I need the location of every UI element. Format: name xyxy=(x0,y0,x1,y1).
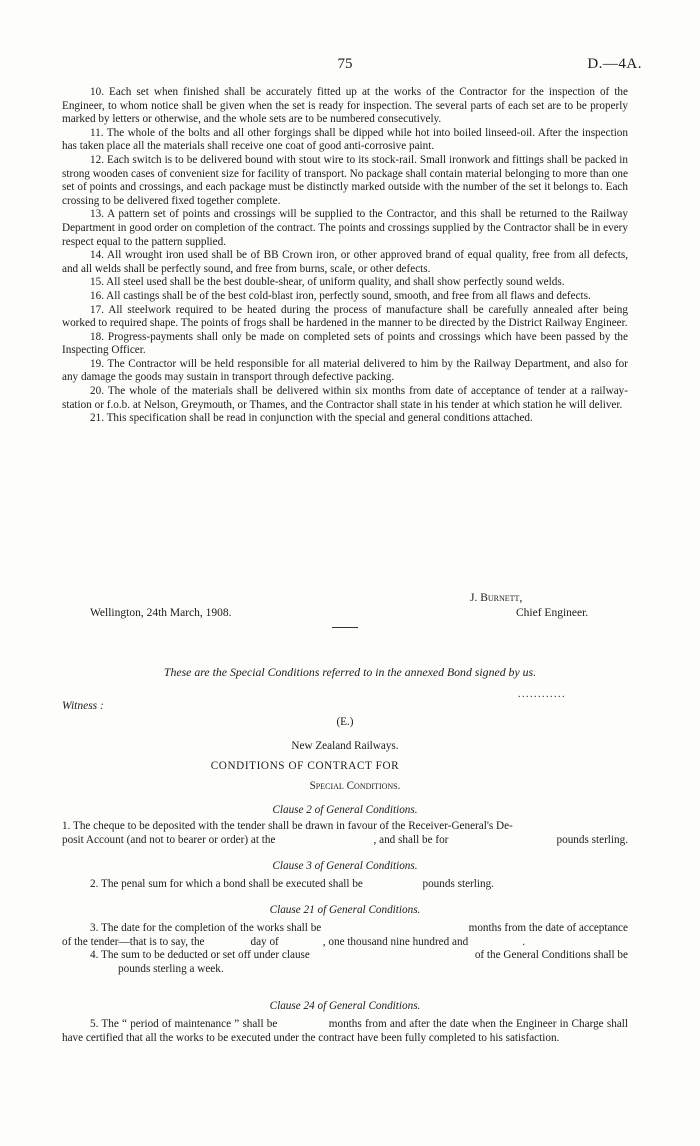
schedule-mark: (E.) xyxy=(336,716,354,728)
clause-2-units: pounds sterling. xyxy=(556,833,628,846)
signature-date: Wellington, 24th March, 1908. xyxy=(90,607,232,619)
clause-24-heading: Clause 24 of General Conditions. xyxy=(269,1000,421,1012)
clause-2-line-2 xyxy=(62,834,628,848)
clause-2-amount: , and shall be for xyxy=(373,833,449,846)
clause-21-deduction: 4. The sum to be deducted or set off under clause xyxy=(90,949,310,962)
clause-3-penal-sum: 2. The penal sum for which a bond shall be executed shall be xyxy=(90,878,363,890)
clause-3-units: pounds sterling. xyxy=(422,878,494,890)
clause-21-per-week: pounds sterling a week. xyxy=(118,962,224,975)
railways-heading: New Zealand Railways. xyxy=(291,740,399,752)
clause-24-text xyxy=(62,1018,631,1045)
clause-3-text xyxy=(90,878,590,892)
spec-paragraph: 11. The whole of the bolts and all other forgings shall be dipped while hot into boiled linseed-oil. After the inspection has taken place all the materials shall receive one coat of good anti-corrosive paint. xyxy=(62,126,628,153)
clause-21-text xyxy=(62,922,628,976)
clause-2-account: posit Account (and not to bearer or order) at the xyxy=(62,833,276,846)
clause-21-line-2 xyxy=(62,936,628,950)
clause-21-tender-date: of the tender—that is to say, the xyxy=(62,935,205,948)
spec-paragraph: 20. The whole of the materials shall be delivered within six months from date of acceptance of tender at a railway-station or f.o.b. at Nelson, Greymouth, or Thames, and the Contractor shall state in his tender at which station he will deliver. xyxy=(62,385,628,411)
signatory-title: Chief Engineer. xyxy=(516,607,589,619)
spec-paragraph: 10. Each set when finished shall be accurately fitted up at the works of the Contractor for the inspection of the Engineer, to whom notice shall be given when the set is ready for inspection. The several parts of each set are to be properly marked by letters or otherwise, and the whole sets are to be numbered consecutively. xyxy=(62,86,628,126)
clause-24-maintenance: 5. The “ period of maintenance ” shall be months from and after the date when the Engineer in Charge shall have certified that all the works to be executed under the contract have been fully completed to his satisfaction. xyxy=(62,1018,631,1044)
witness-label: Witness : xyxy=(62,700,104,712)
spec-paragraph: 18. Progress-payments shall only be made on completed sets of points and crossings which have been passed by the Inspecting Officer. xyxy=(62,330,628,357)
clause-21-year: , one thousand nine hundred and xyxy=(322,935,469,948)
spec-paragraph: 19. The Contractor will be held responsible for all material delivered to him by the Railway Department, and also for any damage the goods may sustain in transport through defective packing. xyxy=(62,357,628,384)
conditions-title: CONDITIONS OF CONTRACT FOR xyxy=(210,760,400,772)
spec-paragraph: 15. All steel used shall be the best double-shear, of uniform quality, and shall show perfectly sound welds. xyxy=(90,276,565,289)
clause-21-day-of: day of xyxy=(250,935,279,948)
clause-21-general: of the General Conditions shall be xyxy=(474,949,628,962)
signatory-name: J. Burnett, xyxy=(470,592,523,604)
clause-21-period: . xyxy=(522,935,525,948)
section-divider xyxy=(332,627,358,628)
clause-21-completion: 3. The date for the completion of the works shall be xyxy=(90,922,322,934)
clause-21-heading: Clause 21 of General Conditions. xyxy=(269,904,421,916)
spec-paragraph: 12. Each switch is to be delivered bound with stout wire to its stock-rail. Small ironwork and fittings shall be packed in strong wooden cases of convenient size for facility of transport. No package shall contain material belonging to more than one set of points and crossings, and each package must be distinctly marked outside with the number of the set it belongs to. Each crossing to be delivered fixed together complete. xyxy=(62,153,628,207)
spec-paragraph: 17. All steelwork required to be heated during the process of manufacture shall be carefully annealed after being worked to required shape. The points of frogs shall be hardened in the manner to be directed by the District Railway Engineer. xyxy=(62,303,628,330)
spec-paragraph: 16. All castings shall be of the best cold-blast iron, perfectly sound, smooth, and free from all flaws and defects. xyxy=(90,289,591,302)
document-reference: D.—4A. xyxy=(587,56,642,72)
clause-21-line-1 xyxy=(62,922,628,936)
specification-clauses xyxy=(62,86,628,426)
special-conditions-intro: These are the Special Conditions referred to in the annexed Bond signed by us. xyxy=(163,665,537,679)
page-number: 75 xyxy=(337,56,353,72)
clause-21-line-3 xyxy=(62,949,628,963)
clause-2-text xyxy=(62,820,628,847)
signature-dots: ............ xyxy=(518,689,566,700)
clause-21-months: months from the date of acceptance xyxy=(468,922,628,934)
conditions-subtitle: Special Conditions. xyxy=(309,780,401,792)
spec-paragraph: 21. This specification shall be read in conjunction with the special and general conditions attached. xyxy=(90,412,533,425)
clause-2-heading: Clause 2 of General Conditions. xyxy=(272,804,418,816)
spec-paragraph: 14. All wrought iron used shall be of BB Crown iron, or other approved brand of equal quality, free from all defects, and all welds shall be perfectly sound, and free from burns, scale, or other defects. xyxy=(62,249,628,275)
spec-paragraph: 13. A pattern set of points and crossings will be supplied to the Contractor, and this shall be returned to the Railway Department in good order on completion of the contract. The points and crossings supplied by the Contractor shall be in every respect equal to the pattern supplied. xyxy=(62,208,628,248)
clause-2-line-1: 1. The cheque to be deposited with the tender shall be drawn in favour of the Receiver-General's De- xyxy=(62,820,513,832)
clause-3-heading: Clause 3 of General Conditions. xyxy=(272,860,418,872)
